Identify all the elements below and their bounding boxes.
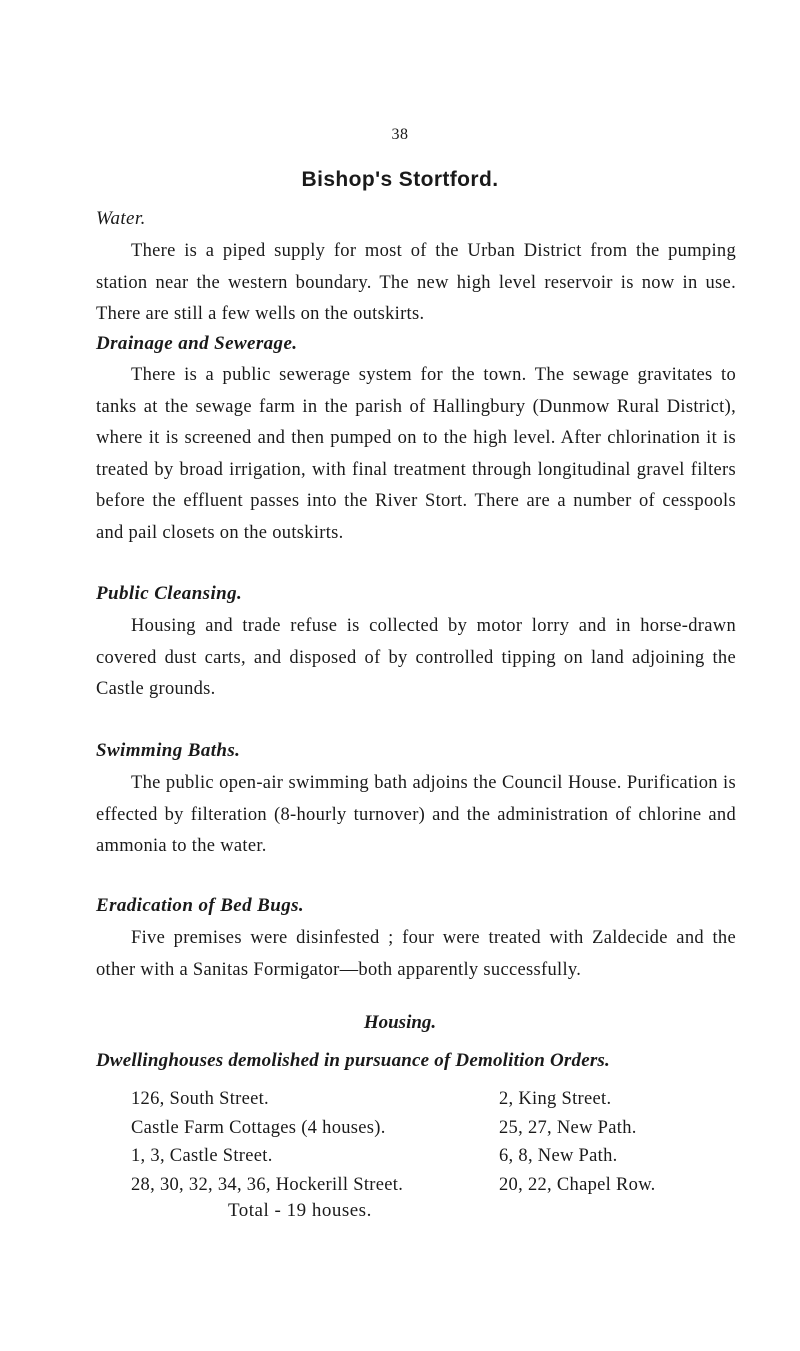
list-item: 126, South Street. xyxy=(131,1089,269,1109)
section-heading-water: Water. xyxy=(96,208,146,229)
list-item: 2, King Street. xyxy=(499,1089,612,1109)
section-body-bed-bugs: Five premises were disinfested ; four were treated with Zaldecide and the other with a Sanitas Formigator—both apparently successfully. xyxy=(96,928,736,980)
list-item: 6, 8, New Path. xyxy=(499,1146,618,1166)
demolished-list-right xyxy=(499,1085,656,1199)
section-body-drainage: There is a public sewerage system for the town. The sewage gravitates to tanks at the sewage farm in the parish of Hallingbury (Dunmow Rural District), where it is screened and then pumped on to the high level. After chlorination it is treated by broad irrigation, with final treatment through longitudinal gravel filters before the effluent passes into the River Stort. There are a number of cesspools and pail closets on the outskirts. xyxy=(96,365,736,543)
list-item: 25, 27, New Path. xyxy=(499,1117,637,1138)
section-body-water: There is a piped supply for most of the Urban District from the pumping station near the western boundary. The new high level reservoir is now in use. There are still a few wells on the outskirts. xyxy=(96,241,736,324)
list-item: 20, 22, Chapel Row. xyxy=(499,1174,656,1195)
housing-title: Housing. xyxy=(363,1012,437,1033)
section-body-swimming-baths: The public open-air swimming bath adjoins the Council House. Purification is effected by filteration (8-hourly turnover) and the administration of chlorine and ammonia to the water. xyxy=(96,773,736,856)
section-heading-drainage: Drainage and Sewerage. xyxy=(96,333,298,354)
list-item: 1, 3, Castle Street. xyxy=(131,1146,273,1166)
section-body-public-cleansing: Housing and trade refuse is collected by motor lorry and in horse-drawn covered dust carts, and disposed of by controlled tipping on land adjoining the Castle grounds. xyxy=(96,616,736,699)
demolished-list-left xyxy=(131,1085,403,1199)
list-item: Castle Farm Cottages (4 houses). xyxy=(131,1117,386,1138)
page-number: 38 xyxy=(391,126,409,143)
section-heading-bed-bugs: Eradication of Bed Bugs. xyxy=(96,895,305,916)
section-heading-public-cleansing: Public Cleansing. xyxy=(96,583,243,604)
page-title: Bishop's Stortford. xyxy=(301,168,499,191)
housing-total: Total - 19 houses. xyxy=(228,1200,372,1221)
housing-subtitle: Dwellinghouses demolished in pursuance of Demolition Orders. xyxy=(96,1050,610,1071)
list-item: 28, 30, 32, 34, 36, Hockerill Street. xyxy=(131,1174,404,1195)
section-heading-swimming-baths: Swimming Baths. xyxy=(96,740,241,761)
